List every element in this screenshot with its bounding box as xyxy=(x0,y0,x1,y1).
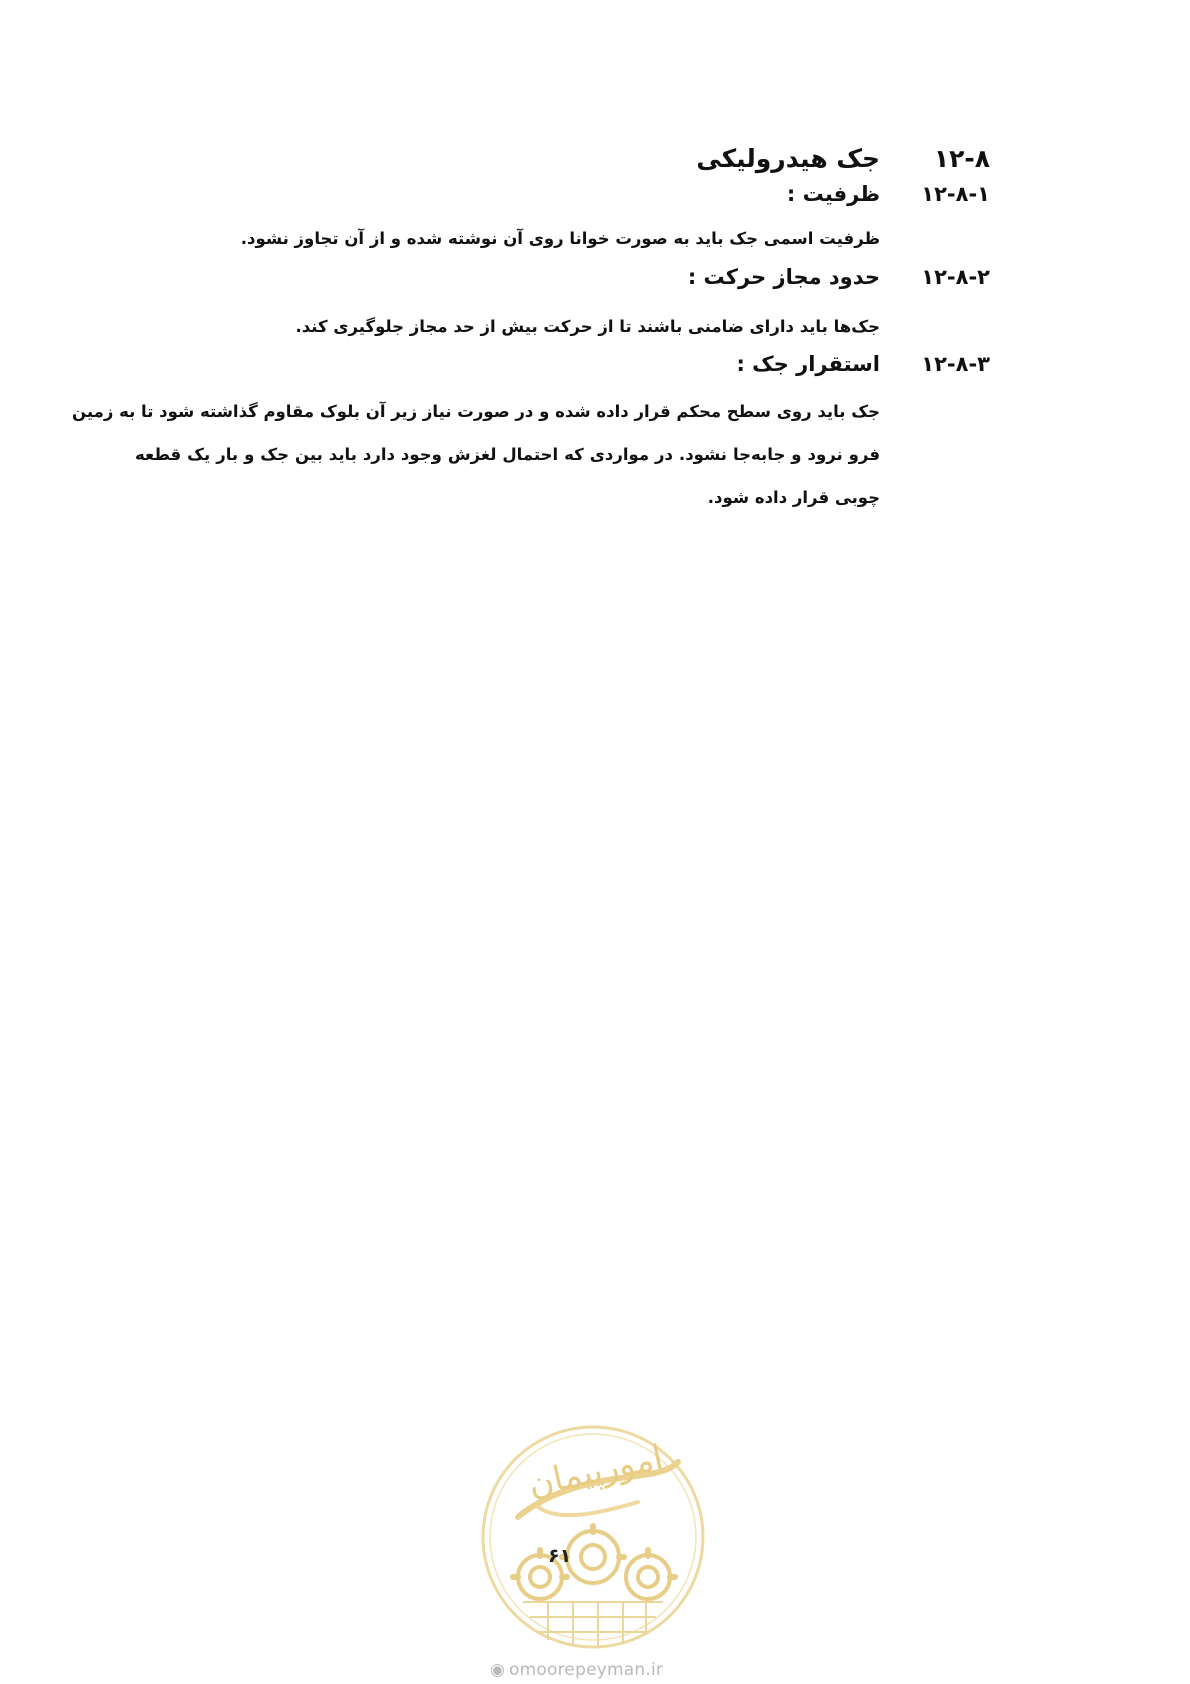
subsection-heading xyxy=(0,352,1190,382)
site-url-text: omoorepeyman.ir xyxy=(509,1660,664,1680)
section-number: ۱۲-۸ xyxy=(933,144,990,173)
watermark-seal-logo xyxy=(478,1422,708,1652)
paragraph-line: چوبی قرار داده شود. xyxy=(707,488,880,507)
subsection-title: استقرار جک : xyxy=(736,352,880,376)
watermark-text: امورپیمان xyxy=(524,1437,667,1505)
paragraph-line: جک‌ها باید دارای ضامنی باشند تا از حرکت بیش از حد مجاز جلوگیری کند. xyxy=(295,317,880,336)
page-number: ۶۱ xyxy=(548,1545,572,1567)
subsection-number: ۱۲-۸-۲ xyxy=(921,265,990,289)
paragraph-line: فرو نرود و جابه‌جا نشود. در مواردی که احتمال لغزش وجود دارد باید بین جک و بار یک قطعه xyxy=(135,445,880,464)
section-title: جک هیدرولیکی xyxy=(696,144,880,173)
paragraph-line: جک باید روی سطح محکم قرار داده شده و در صورت نیاز زیر آن بلوک مقاوم گذاشته شود تا به زمین xyxy=(72,402,880,421)
subsection-number: ۱۲-۸-۳ xyxy=(921,352,990,376)
subsection-heading xyxy=(0,182,1190,212)
subsection-title: حدود مجاز حرکت : xyxy=(687,265,880,289)
paragraph xyxy=(241,218,880,260)
section-heading xyxy=(0,144,1190,178)
paragraph xyxy=(72,390,880,519)
paragraph xyxy=(295,306,880,348)
subsection-title: ظرفیت : xyxy=(786,182,880,206)
globe-icon: ◉ xyxy=(490,1660,506,1680)
subsection-heading xyxy=(0,265,1190,295)
paragraph-line: ظرفیت اسمی جک باید به صورت خوانا روی آن نوشته شده و از آن تجاوز نشود. xyxy=(240,229,880,248)
site-url xyxy=(490,1660,663,1680)
subsection-number: ۱۲-۸-۱ xyxy=(921,182,990,206)
